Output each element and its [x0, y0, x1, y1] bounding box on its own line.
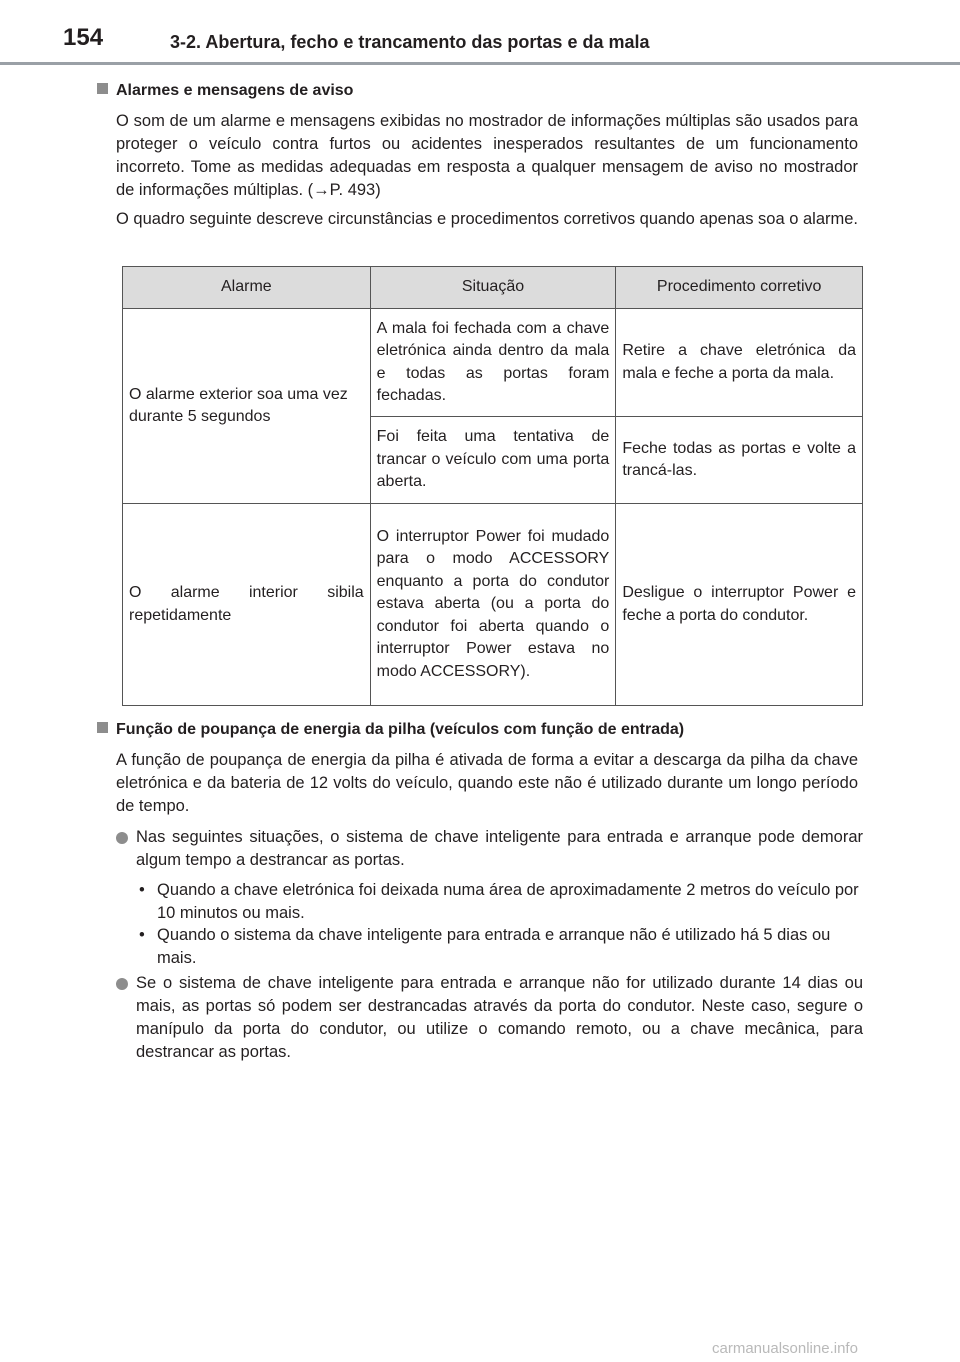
square-bullet-icon [97, 83, 108, 94]
sub-bullet-mark: • [139, 926, 145, 944]
situation-cell: A mala foi fechada com a chave eletrónica ainda dentro da mala e todas as portas foram fechadas. [370, 309, 616, 417]
column-header-procedure: Procedimento corretivo [616, 267, 863, 309]
battery-saving-paragraph: A função de poupança de energia da pilha é ativada de forma a evitar a descarga da pilha da chave eletrónica e da bateria de 12 volts do veículo, quando este não é utilizado durante um longo período de tempo. [116, 751, 858, 815]
header-divider [0, 62, 960, 65]
table-header-row [123, 267, 863, 309]
list-item [139, 924, 863, 970]
alarm-cell: O alarme interior sibila repetidamente [123, 504, 371, 706]
sub-bullet-text: Quando o sistema da chave inteligente para entrada e arranque não é utilizado há 5 dias ou mais. [157, 926, 831, 967]
situation-cell: O interruptor Power foi mudado para o modo ACCESSORY enquanto a porta do condutor estava aberta (ou a porta do condutor foi aberta quando o interruptor Power estava no modo ACCESSORY). [370, 504, 616, 706]
alarms-intro-paragraph: O som de um alarme e mensagens exibidas no mostrador de informações múltiplas são usados para proteger o veículo contra furtos ou acidentes inesperados resultantes de um funcionamento incorreto. Tome as medidas adequadas em resposta a qualquer mensagem de aviso no mostrador de informações múltiplas. (→P. 493) [116, 112, 858, 199]
alarm-cell: O alarme exterior soa uma vez durante 5 segundos [123, 309, 371, 504]
round-bullet-icon [116, 978, 128, 990]
alarm-table [122, 266, 863, 706]
sub-bullet-text: Quando a chave eletrónica foi deixada numa área de aproximadamente 2 metros do veículo por 10 minutos ou mais. [157, 881, 859, 922]
bullet-text: Se o sistema de chave inteligente para entrada e arranque não for utilizado durante 14 dias ou mais, as portas só podem ser destrancadas através da porta do condutor. Neste caso, segure o manípulo da porta do condutor, ou utilize o comando remoto, ou a chave mecânica, para destrancar as portas. [136, 974, 863, 1061]
bullet-text: Nas seguintes situações, o sistema de chave inteligente para entrada e arranque pode demorar algum tempo a destrancar as portas. [136, 828, 863, 869]
square-bullet-icon [97, 722, 108, 733]
list-item [116, 826, 863, 872]
table-row [123, 309, 863, 417]
table-row [123, 504, 863, 706]
watermark: carmanualsonline.info [712, 1340, 858, 1357]
section-heading-alarms [97, 80, 353, 102]
page-number: 154 [63, 24, 104, 51]
round-bullet-icon [116, 832, 128, 844]
page-header [0, 0, 960, 64]
sub-bullet-mark: • [139, 881, 145, 899]
procedure-cell: Feche todas as portas e volte a trancá-las. [616, 417, 863, 504]
procedure-cell: Retire a chave eletrónica da mala e feche a porta da mala. [616, 309, 863, 417]
situation-cell: Foi feita uma tentativa de trancar o veículo com uma porta aberta. [370, 417, 616, 504]
list-item [139, 879, 863, 925]
list-item [116, 972, 863, 1064]
chapter-title: 3-2. Abertura, fecho e trancamento das portas e da mala [170, 32, 650, 52]
section-heading-battery-saving [97, 719, 684, 741]
procedure-cell: Desligue o interruptor Power e feche a porta do condutor. [616, 504, 863, 706]
column-header-situation: Situação [370, 267, 616, 309]
table-intro-paragraph: O quadro seguinte descreve circunstâncias e procedimentos corretivos quando apenas soa o alarme. [116, 210, 859, 228]
section-heading-text: Função de poupança de energia da pilha (veículos com função de entrada) [116, 721, 685, 738]
section-heading-text: Alarmes e mensagens de aviso [116, 82, 354, 99]
column-header-alarm: Alarme [123, 267, 371, 309]
